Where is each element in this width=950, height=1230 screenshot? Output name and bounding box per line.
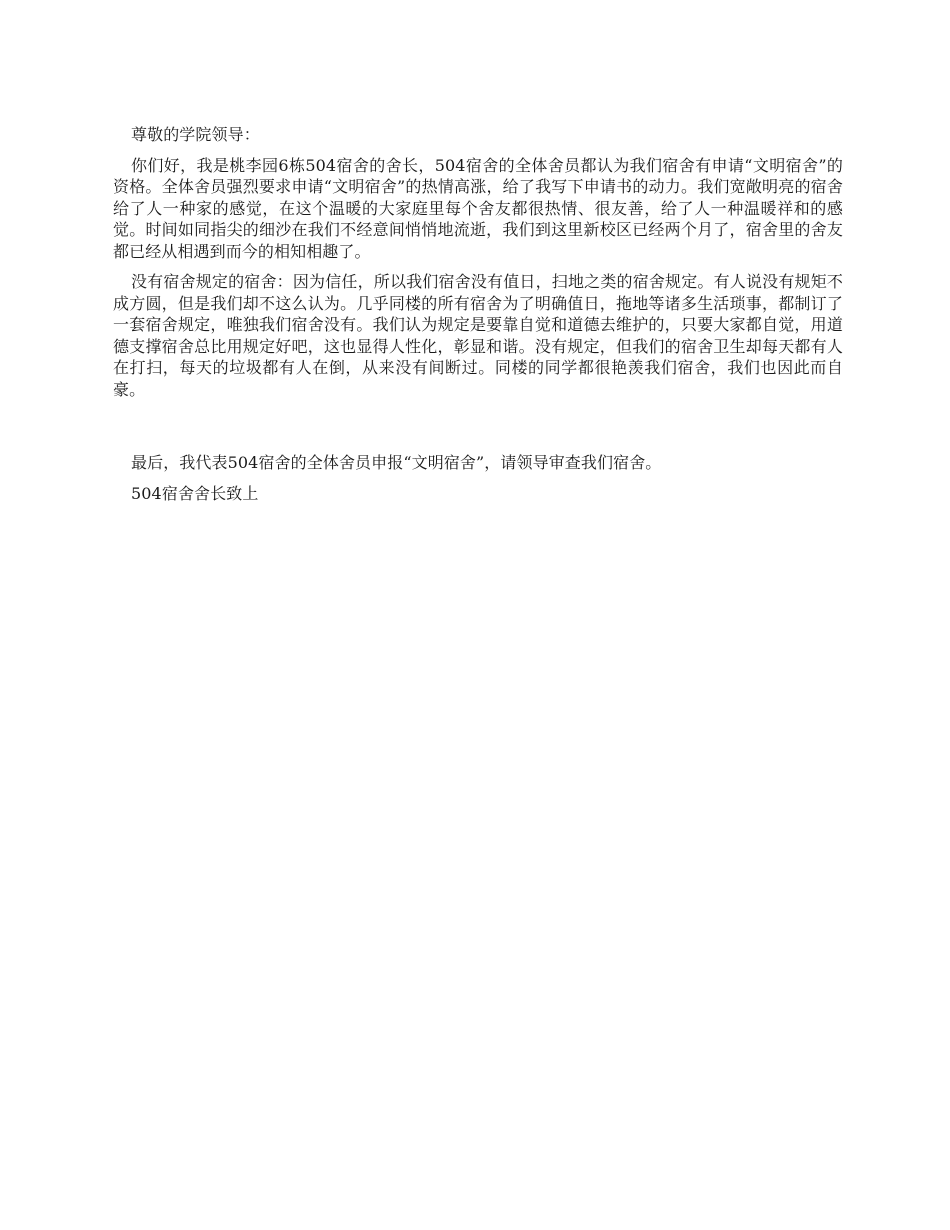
- signature: 504宿舍舍长致上: [131, 483, 259, 503]
- body-paragraph-greeting: 你们好，我是桃李园6栋504宿舍的舍长，504宿舍的全体舍员都认为我们宿舍有申请“文明宿舍”的资格。全体舍员强烈要求申请“文明宿舍”的热情高涨，给了我写下申请书的动力。我们宽敞明亮的宿舍给了人一种家的感觉，在这个温暖的大家庭里每个舍友都很热情、很友善，给了人一种温暖祥和的感觉。时间如同指尖的细沙在我们不经意间悄悄地流逝，我们到这里新校区已经两个月了，宿舍里的舍友都已经从相遇到而今的相知相趣了。: [113, 155, 843, 261]
- paragraph-gap: [113, 409, 843, 452]
- body-paragraph-rules: 没有宿舍规定的宿舍：因为信任，所以我们宿舍没有值日，扫地之类的宿舍规定。有人说没有规矩不成方圆，但是我们却不这么认为。几乎同楼的所有宿舍为了明确值日，拖地等诸多生活琐事，都制订了一套宿舍规定，唯独我们宿舍没有。我们认为规定是要靠自觉和道德去维护的，只要大家都自觉，用道德支撑宿舍总比用规定好吧，这也显得人性化，彰显和谐。没有规定，但我们的宿舍卫生却每天都有人在打扫，每天的垃圾都有人在倒，从来没有间断过。同楼的同学都很艳羡我们宿舍，我们也因此而自豪。: [113, 272, 843, 399]
- closing-paragraph: 最后，我代表504宿舍的全体舍员申报“文明宿舍”，请领导审查我们宿舍。: [131, 453, 662, 472]
- salutation: 尊敬的学院领导：: [131, 125, 260, 144]
- letter-page: [113, 124, 843, 513]
